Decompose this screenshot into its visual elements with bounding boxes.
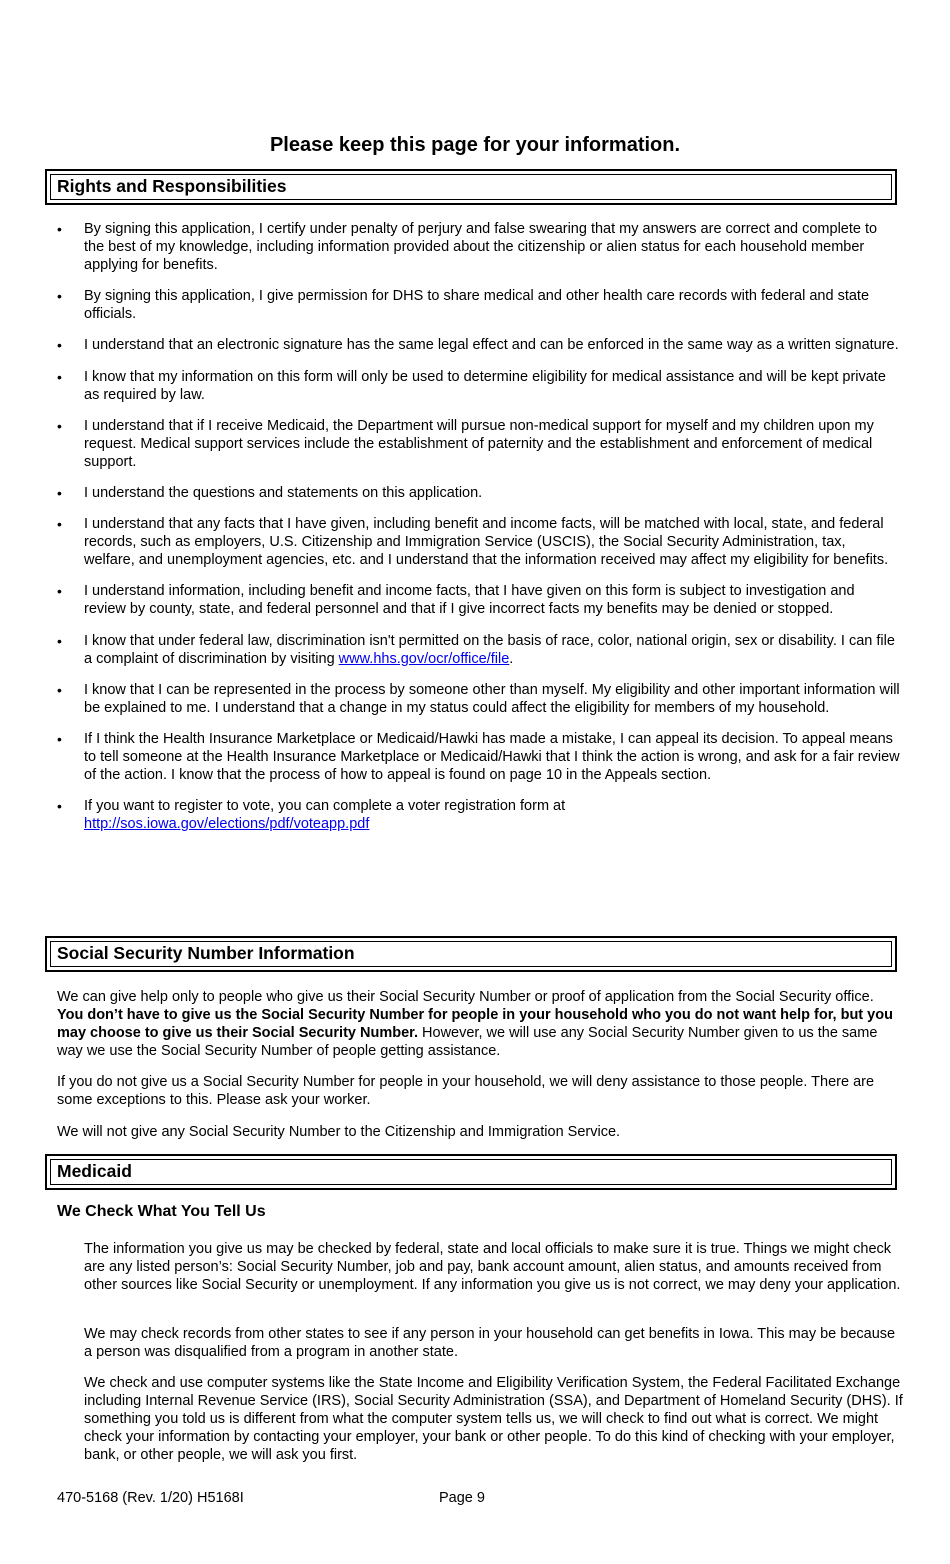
list-item: • I know that my information on this form will only be used to determine eligibility for medical assistance and will be kept private as required by law. [57, 368, 886, 403]
bullet-icon: • [57, 632, 62, 649]
bullet-icon: • [57, 368, 62, 385]
page-number: Page 9 [439, 1490, 485, 1506]
list-item: • I understand information, including benefit and income facts, that I have given on this form is subject to investigation and review by county, state, and federal personnel and that if I give incorrect facts my benefits may be denied or stopped. [57, 583, 855, 618]
page-title: Please keep this page for your information. [269, 134, 681, 156]
voter-registration-link[interactable]: http://sos.iowa.gov/elections/pdf/voteapp.pdf [84, 816, 370, 833]
ssn-heading: Social Security Number Information [57, 943, 355, 963]
medicaid-subheading: We Check What You Tell Us [57, 1203, 266, 1220]
list-item: • By signing this application, I give permission for DHS to share medical and other health care records with federal and state officials. [57, 288, 870, 323]
medicaid-paragraph-1: The information you give us may be checked by federal, state and local officials to make sure it is true. Things we might check are any listed person’s: Social Security Number, job and pay, bank account amount, alien status, and amounts received from other sources like Social Security or unemployment. If any information you give us is not correct, we may deny your application. [84, 1241, 901, 1293]
bullet-icon: • [57, 484, 62, 501]
bullet-icon: • [57, 798, 62, 815]
medicaid-heading: Medicaid [57, 1161, 132, 1181]
list-item: • I understand that an electronic signature has the same legal effect and can be enforced in the same way as a written signature. [57, 337, 899, 354]
list-item: • I understand that if I receive Medicaid, the Department will pursue non-medical support for myself and my children upon my request. Medical support services include the establishment of paternity and the establishment and enforcement of medical support. [57, 417, 874, 470]
bullet-icon: • [57, 417, 62, 434]
bullet-icon: • [57, 221, 62, 237]
list-item-discrimination: • I know that under federal law, discrimination isn't permitted on the basis of race, color, national origin, sex or disability. I can file a complaint of discrimination by visiting www.hhs.gov/ocr/office/file. [57, 632, 895, 667]
bullet-icon: • [57, 516, 62, 533]
medicaid-section-header [45, 1154, 897, 1190]
bullet-icon: • [57, 337, 62, 354]
ssn-section-header [45, 936, 897, 972]
ssn-paragraph-1: We can give help only to people who give us their Social Security Number or proof of application from the Social Security office. You don’t have to give us the Social Security Number for people in your household who you do not want help for, but you may choose to give us their Social Security Number. However, we will use any Social Security Number given to us the same way we use the Social Security Number of people getting assistance. [57, 989, 893, 1059]
bullet-icon: • [57, 730, 62, 747]
medicaid-paragraph-3: We check and use computer systems like the State Income and Eligibility Verification System, the Federal Facilitated Exchange including Internal Revenue Service (IRS), Social Security Administration (SSA), and Department of Homeland Security (DHS). If something you told us is different from what the computer system tells us, we will check to find out what is correct. We might check your information by contacting your employer, your bank or other people. To do this kind of checking with your employer, bank, or other people, we will ask you first. [84, 1375, 903, 1463]
rights-list [0, 220, 950, 846]
ssn-paragraph-3: We will not give any Social Security Number to the Citizenship and Immigration Service. [57, 1124, 621, 1140]
form-number: 470-5168 (Rev. 1/20) H5168I [57, 1490, 244, 1506]
bullet-icon: • [57, 583, 62, 600]
list-item-vote: • If you want to register to vote, you can complete a voter registration form at http://sos.iowa.gov/elections/pdf/voteapp.pdf [57, 798, 566, 833]
list-item: • By signing this application, I certify under penalty of perjury and false swearing that my answers are correct and complete to the best of my knowledge, including information provided about the citizenship or alien status for each household member applying for benefits. [57, 221, 878, 273]
list-item: • I know that I can be represented in the process by someone other than myself. My eligibility and other important information will be explained to me. I understand that a change in my status could affect the eligibility for members of my household. [57, 681, 900, 716]
bullet-icon: • [57, 681, 62, 698]
rights-heading: Rights and Responsibilities [57, 176, 287, 196]
list-item: • I understand the questions and statements on this application. [57, 484, 483, 501]
bullet-icon: • [57, 288, 62, 305]
list-item: • If I think the Health Insurance Marketplace or Medicaid/Hawki has made a mistake, I can appeal its decision. To appeal means to tell someone at the Health Insurance Marketplace or Medicaid/Hawki that I think the action is wrong, and ask for a fair review of the action. I know that the process of how to appeal is found on page 10 in the Appeals section. [57, 730, 900, 783]
medicaid-paragraph-2: We may check records from other states to see if any person in your household can get benefits in Iowa. This may be because a person was disqualified from a program in another state. [84, 1326, 896, 1360]
list-item: • I understand that any facts that I have given, including benefit and income facts, will be matched with local, state, and federal records, such as employers, U.S. Citizenship and Immigration Service (USCIS), the Social Security Administration, tax, welfare, and unemployment agencies, etc. and I understand that the information received may affect my eligibility for benefits. [57, 516, 889, 569]
ssn-paragraph-2: If you do not give us a Social Security Number for people in your household, we will deny assistance to those people. There are some exceptions to this. Please ask your worker. [57, 1074, 875, 1108]
rights-section-header [45, 169, 897, 205]
hhs-complaint-link[interactable]: www.hhs.gov/ocr/office/file [338, 650, 510, 667]
